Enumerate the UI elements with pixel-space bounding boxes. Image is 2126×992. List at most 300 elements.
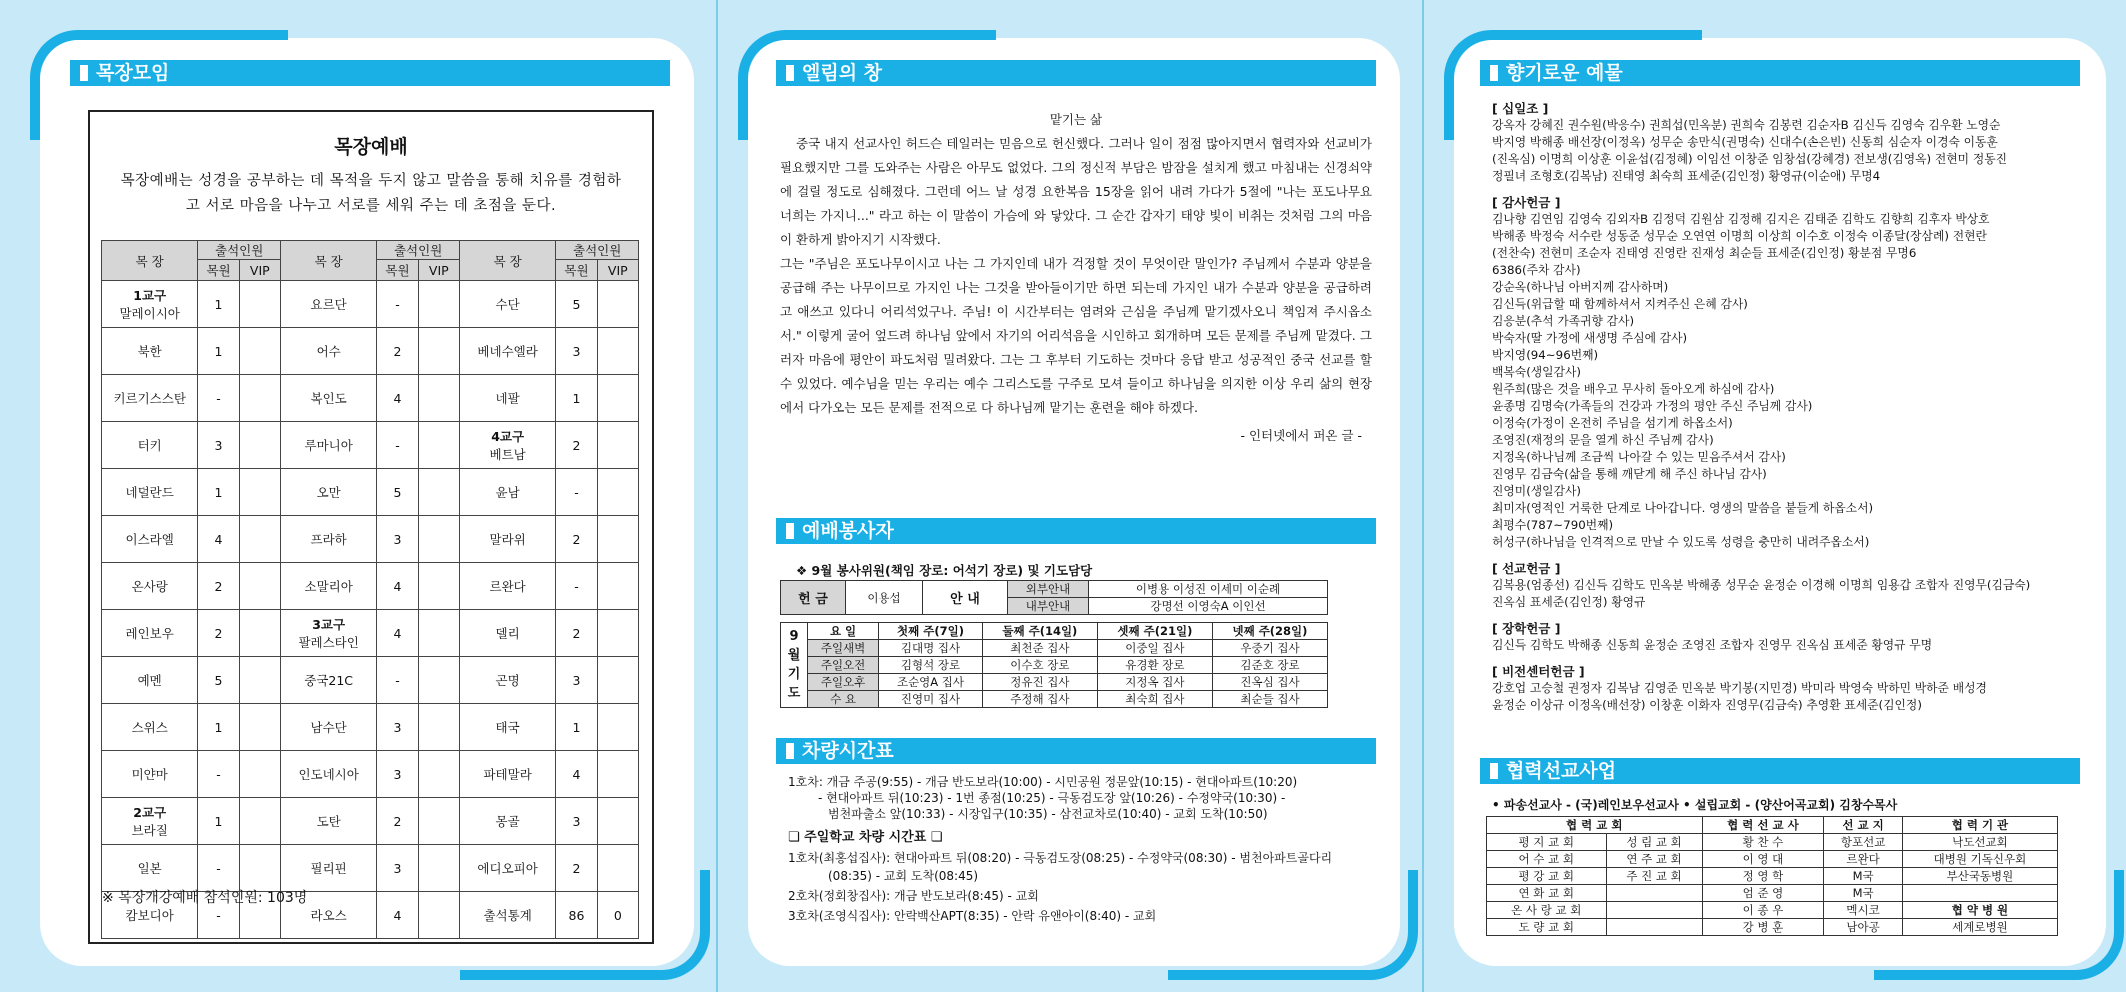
worship-intro: 목장예배는 성경을 공부하는 데 목적을 두지 않고 말씀을 통해 치유를 경험하고 서로 마음을 나누고 서로를 세워 주는 데 초점을 둔다. — [120, 173, 622, 214]
outer-label: 외부안내 — [1008, 581, 1089, 598]
member-count: 2 — [556, 845, 597, 892]
mission-cell: 낙도선교회 — [1902, 834, 2057, 851]
group-name: 일본 — [102, 845, 198, 892]
mission-cell: 정 영 학 — [1702, 868, 1824, 885]
prayer-person: 우중기 집사 — [1212, 640, 1327, 657]
group-name: 1교구 말레이시아 — [102, 281, 198, 328]
member-count: 1 — [198, 704, 239, 751]
member-count: - — [198, 892, 239, 939]
vip-count — [239, 610, 280, 657]
prayer-header: 둘째 주(14일) — [982, 623, 1097, 640]
decor-line — [138, 30, 288, 40]
member-count: 2 — [198, 563, 239, 610]
offering-line: 정필녀 조형호(김복남) 진태영 최숙희 표세준(김인정) 황영규(이순애) 무명4 — [1492, 169, 1881, 183]
table-row — [102, 281, 639, 328]
essay-paragraph: 중국 내지 선교사인 허드슨 테일러는 믿음으로 헌신했다. 그러나 일이 점점 많아지면서 협력자와 선교비가 필요했지만 그를 도와주는 사람은 아무도 없었다. 그의 정신적 부담은 밤잠을 설치게 했고 마침내는 신경쇠약에 걸릴 정도로 심해졌다. 그런데 어느 날 성경 요한복음 15장을 읽어 내려 가다가 5절에 "나는 포도나무요 너희는 가지니..." 라고 하는 이 말씀이 가슴에 와 닿았다. 그 순간 갑자기 태양 빛이 비취는 것처럼 그의 마음이 환하게 밝아지기 시작했다. — [780, 136, 1372, 247]
vip-count — [239, 469, 280, 516]
member-count: 1 — [198, 469, 239, 516]
header-member: 목원 — [198, 260, 239, 281]
vip-count — [239, 328, 280, 375]
group-name: 도탄 — [280, 798, 376, 845]
member-count: 4 — [377, 563, 418, 610]
essay-source: - 인터넷에서 퍼온 글 - — [1240, 428, 1362, 443]
offering-line: 김나향 김연임 김영숙 김외자B 김정덕 김원삼 김정해 김지은 김태준 김학도 김향희 김후자 박상호 — [1492, 212, 1990, 226]
vip-count — [239, 704, 280, 751]
vip-count — [418, 281, 459, 328]
group-name: 출석통계 — [459, 892, 555, 939]
header-vip: VIP — [418, 260, 459, 281]
member-count: 4 — [377, 375, 418, 422]
offering-line: 원주희(많은 것을 배우고 무사히 돌아오게 하심에 감사) — [1492, 382, 1775, 396]
section-title: 예배봉사자 — [802, 520, 894, 542]
header-member: 목원 — [556, 260, 597, 281]
prayer-person: 정유진 집사 — [982, 674, 1097, 691]
member-count: - — [198, 375, 239, 422]
member-count: 4 — [556, 751, 597, 798]
mission-cell: 항포선교 — [1824, 834, 1903, 851]
vip-count — [239, 751, 280, 798]
vip-count — [239, 281, 280, 328]
group-name: 곤명 — [459, 657, 555, 704]
header-attendance: 출석인원 — [556, 241, 639, 260]
offering-line: 강옥자 강혜진 권수원(박응수) 권희섭(민옥분) 권희숙 김봉련 김순자B 김신득 김영숙 김우환 노영순 — [1492, 118, 2001, 132]
group-name: 몽골 — [459, 798, 555, 845]
member-count: 5 — [198, 657, 239, 704]
group-name: 루마니아 — [280, 422, 376, 469]
bus-line: - 현대아파트 뒤(10:23) - 1번 종점(10:25) - 극동검도장 앞(10:26) - 수정약국(10:30) - — [818, 791, 1286, 805]
member-count: 5 — [556, 281, 597, 328]
prayer-person: 유경환 장로 — [1097, 657, 1212, 674]
mission-cell: 남아공 — [1824, 919, 1903, 936]
offering-line: (전찬숙) 전현미 조순자 진태영 진영란 진재성 최순들 표세준(김인정) 황분점 무명6 — [1492, 246, 1917, 260]
member-count: 1 — [198, 281, 239, 328]
group-name: 중국21C — [280, 657, 376, 704]
group-name: 남수단 — [280, 704, 376, 751]
vip-count — [418, 892, 459, 939]
table-row — [781, 691, 1328, 708]
prayer-person: 이수호 장로 — [982, 657, 1097, 674]
bullet-icon — [1490, 763, 1498, 779]
vip-count — [239, 375, 280, 422]
mission-cell: 세계로병원 — [1902, 919, 2057, 936]
bus-line: 3호차(조영식집사): 안락백산APT(8:35) - 안락 유앤아이(8:40) - 교회 — [788, 909, 1157, 923]
member-count: - — [556, 563, 597, 610]
group-name: 필리핀 — [280, 845, 376, 892]
mission-cell: 대병원 기독신우회 — [1902, 851, 2057, 868]
prayer-table — [780, 622, 1328, 708]
mission-cell: 성 림 교 회 — [1606, 834, 1702, 851]
prayer-person: 이중일 집사 — [1097, 640, 1212, 657]
section-title-bar — [1480, 60, 2080, 86]
member-count: 1 — [198, 328, 239, 375]
member-count: 4 — [377, 610, 418, 657]
offering-line: 허성구(하나님을 인격적으로 만날 수 있도록 성령을 충만히 내려주옵소서) — [1492, 535, 1870, 549]
panel-cell-worship — [0, 0, 716, 992]
group-name: 태국 — [459, 704, 555, 751]
mission-cell — [1606, 885, 1702, 902]
bullet-icon — [786, 65, 794, 81]
mission-cell: 평 강 교 회 — [1487, 868, 1607, 885]
header-name: 목 장 — [102, 241, 198, 281]
vip-count — [418, 704, 459, 751]
vip-count — [418, 610, 459, 657]
offering-line: 강호업 고승철 권정자 김복남 김영준 민옥분 박기봉(지민경) 박미라 박영숙 박하민 박하준 배성경 — [1492, 681, 1987, 695]
section-title-bar — [776, 738, 1376, 764]
vip-count — [239, 798, 280, 845]
mission-cell: M국 — [1824, 868, 1903, 885]
group-name: 수단 — [459, 281, 555, 328]
worship-title: 목장예배 — [334, 136, 408, 158]
vip-count — [418, 328, 459, 375]
offering-group-title: [ 선교헌금 ] — [1492, 561, 1561, 576]
offering-line: 백복숙(생일감사) — [1492, 365, 1581, 379]
member-count: 2 — [556, 610, 597, 657]
mission-cell: 평 지 교 회 — [1487, 834, 1607, 851]
decor-line — [846, 30, 996, 40]
table-row — [102, 469, 639, 516]
vip-count — [418, 375, 459, 422]
prayer-person: 진영미 집사 — [879, 691, 983, 708]
group-name: 터키 — [102, 422, 198, 469]
section-title-bar — [776, 518, 1376, 544]
bullet-icon — [786, 523, 794, 539]
section-title-bar — [70, 60, 670, 86]
offering-line: 김신득 김학도 박해종 신동희 윤정순 조영진 조합자 진영무 진옥심 표세준 황영규 무명 — [1492, 638, 1933, 652]
guide-label: 안 내 — [923, 581, 1008, 615]
vip-count — [239, 657, 280, 704]
vip-count — [597, 751, 638, 798]
vip-count — [597, 798, 638, 845]
offering-group-title: [ 감사헌금 ] — [1492, 195, 1561, 210]
group-name: 르완다 — [459, 563, 555, 610]
prayer-person: 지정옥 집사 — [1097, 674, 1212, 691]
mission-cell — [1902, 885, 2057, 902]
member-count: 3 — [377, 704, 418, 751]
member-count: 3 — [377, 845, 418, 892]
table-row — [781, 640, 1328, 657]
bus-line: 1호차(최홍섭집사): 현대아파트 뒤(08:20) - 극동검도장(08:25) - 수정약국(08:30) - 범천아파트골다리 — [788, 851, 1333, 865]
prayer-person: 김대명 집사 — [879, 640, 983, 657]
member-count: 2 — [377, 798, 418, 845]
offering-line: 이정숙(가정이 온전히 주님을 섬기게 하옵소서) — [1492, 416, 1733, 430]
vip-count — [418, 469, 459, 516]
member-count: 3 — [556, 328, 597, 375]
member-count: - — [377, 657, 418, 704]
member-count: 2 — [377, 328, 418, 375]
offering-line: 강순옥(하나님 아버지께 감사하며) — [1492, 280, 1669, 294]
mission-cell: 르완다 — [1824, 851, 1903, 868]
mission-table — [1486, 816, 2058, 936]
vip-count — [418, 798, 459, 845]
prayer-slot: 주일오전 — [808, 657, 879, 674]
prayer-person: 조순영A 집사 — [879, 674, 983, 691]
offering-line: 6386(주차 감사) — [1492, 263, 1581, 277]
header-attendance: 출석인원 — [377, 241, 460, 260]
group-name: 미얀마 — [102, 751, 198, 798]
group-name: 말라위 — [459, 516, 555, 563]
offering-line: 지정옥(하나님께 조금씩 나아갈 수 있는 믿음주셔서 감사) — [1492, 450, 1786, 464]
table-row — [102, 422, 639, 469]
offering-line: 박지영(94~96번째) — [1492, 348, 1599, 362]
bus-schedule — [788, 774, 1388, 924]
group-name: 에디오피아 — [459, 845, 555, 892]
group-name: 복인도 — [280, 375, 376, 422]
mission-header: 협 력 교 회 — [1487, 817, 1703, 834]
mission-cell: M국 — [1824, 885, 1903, 902]
mission-cell: 연 주 교 회 — [1606, 851, 1702, 868]
offering-group-title: [ 비전센터헌금 ] — [1492, 664, 1585, 679]
table-row — [1487, 868, 2058, 885]
service-table — [780, 580, 1328, 615]
prayer-slot: 주일오후 — [808, 674, 879, 691]
section-title: 엘림의 창 — [802, 62, 883, 84]
mission-cell: 도 량 교 회 — [1487, 919, 1607, 936]
bus-line: 2호차(정회창집사): 개금 반도보라(8:45) - 교회 — [788, 889, 1039, 903]
member-count: 2 — [556, 422, 597, 469]
essay-paragraph: 그는 "주님은 포도나무이시고 나는 그 가지인데 내가 걱정할 것이 무엇이란 말인가? 주님께서 수분과 양분을 공급해 주는 나무이므로 가지인 나는 그것을 받아들이기만 하면 되는데 가지인 내가 수분과 양분을 공급하려고 애쓰고 있다니 어리석었구나. 주님! 이 시간부터는 염려와 근심을 주님께 맡기겠사오니 책임져 주시옵소서." 이렇게 굴어 엎드려 하나님 앞에서 자기의 어리석음을 시인하고 회개하며 모든 문제를 주님께 맡겼다. 그러자 마음에 평안이 파도처럼 밀려왔다. 그는 그 후부터 기도하는 것마다 응답 받고 성공적인 중국 선교를 할 수 있었다. 예수님을 믿는 우리는 예수 그리스도를 구주로 모셔 들이고 하나님을 의지한 이상 우리 삶의 현장에서 다가오는 모든 문제를 전적으로 다 하나님께 맡기는 훈련을 해야 하겠다. — [780, 256, 1372, 415]
offering-line: 박지영 박해종 배선장(이정옥) 성무순 송만식(권명숙) 신대수(손은빈) 신동희 심순자 이경숙 이동훈 — [1492, 135, 1998, 149]
member-count: 1 — [556, 375, 597, 422]
vip-count — [597, 469, 638, 516]
offering-line: 최평수(787~790번째) — [1492, 518, 1614, 532]
group-name: 어수 — [280, 328, 376, 375]
mission-cell: 주 진 교 회 — [1606, 868, 1702, 885]
table-row — [781, 674, 1328, 691]
group-name: 인도네시아 — [280, 751, 376, 798]
group-name: 온사랑 — [102, 563, 198, 610]
offering-line: 박숙자(딸 가정에 새생명 주심에 감사) — [1492, 331, 1688, 345]
service-head: ❖ 9월 봉사위원(책임 장로: 어석기 장로) 및 기도담당 — [796, 563, 1093, 578]
bullet-icon — [786, 743, 794, 759]
prayer-label: 9 월 기 도 — [781, 623, 808, 708]
offering-group-title: [ 장학헌금 ] — [1492, 621, 1561, 636]
vip-count — [418, 516, 459, 563]
member-count: - — [198, 751, 239, 798]
member-count: 2 — [198, 610, 239, 657]
mission-cell: 연 화 교 회 — [1487, 885, 1607, 902]
group-name: 윤남 — [459, 469, 555, 516]
mission-cell: 강 병 훈 — [1702, 919, 1824, 936]
table-row — [102, 704, 639, 751]
offering-line: 윤정순 이상규 이정옥(배선장) 이창훈 이화자 진영무(김금숙) 추영환 표세준(김인정) — [1492, 698, 1922, 712]
group-name: 4교구 베트남 — [459, 422, 555, 469]
vip-count — [597, 422, 638, 469]
member-count: 4 — [377, 892, 418, 939]
member-count: 4 — [198, 516, 239, 563]
vip-count — [597, 516, 638, 563]
table-row — [102, 563, 639, 610]
mission-cell — [1606, 902, 1702, 919]
vip-count — [597, 563, 638, 610]
member-count: 3 — [377, 751, 418, 798]
panel-cell-offering — [1424, 0, 2126, 992]
group-name: 이스라엘 — [102, 516, 198, 563]
member-count: 3 — [377, 516, 418, 563]
vip-count: 0 — [597, 892, 638, 939]
prayer-header: 요 일 — [808, 623, 879, 640]
prayer-header: 넷째 주(28일) — [1212, 623, 1327, 640]
vip-count — [597, 845, 638, 892]
vip-count — [418, 422, 459, 469]
table-row — [102, 751, 639, 798]
table-row — [102, 657, 639, 704]
vip-count — [239, 422, 280, 469]
member-count: - — [377, 422, 418, 469]
prayer-person: 진옥심 집사 — [1212, 674, 1327, 691]
outer-names: 이병용 이성진 이세미 이순례 — [1089, 581, 1328, 598]
group-name: 오만 — [280, 469, 376, 516]
mission-header: 협 력 기 관 — [1902, 817, 2057, 834]
table-row — [1487, 834, 2058, 851]
table-row — [1487, 885, 2058, 902]
prayer-person: 최천준 집사 — [982, 640, 1097, 657]
prayer-person: 최숙희 집사 — [1097, 691, 1212, 708]
offering-line: 진영미(생일감사) — [1492, 484, 1581, 498]
member-count: 1 — [556, 704, 597, 751]
sunday-bus-head: ❏ 주일학교 차량 시간표 ❏ — [788, 830, 943, 845]
group-name: 프라하 — [280, 516, 376, 563]
group-name: 3교구 팔레스타인 — [280, 610, 376, 657]
header-attendance: 출석인원 — [198, 241, 281, 260]
member-count: 86 — [556, 892, 597, 939]
mission-cell: 멕시코 — [1824, 902, 1903, 919]
table-row — [102, 516, 639, 563]
mission-cell: 이 종 우 — [1702, 902, 1824, 919]
prayer-person: 주정해 집사 — [982, 691, 1097, 708]
attendance-table — [101, 240, 639, 939]
offering-groups — [1492, 100, 2092, 714]
group-name: 소말리아 — [280, 563, 376, 610]
prayer-person: 김형석 장로 — [879, 657, 983, 674]
vip-count — [239, 563, 280, 610]
mission-header: 선 교 지 — [1824, 817, 1903, 834]
offering-line: 김복용(엄종선) 김신득 김학도 민옥분 박해종 성무순 윤정순 이경해 이명희 임용갑 조합자 진영무(김금숙) — [1492, 578, 2031, 592]
bus-line: 범천파출소 앞(10:33) - 시장입구(10:35) - 삼전교차로(10:40) - 교회 도착(10:50) — [828, 807, 1268, 821]
offering-group-title: [ 십일조 ] — [1492, 101, 1549, 116]
header-name: 목 장 — [280, 241, 376, 281]
section-title: 향기로운 예물 — [1506, 62, 1623, 84]
section-title: 목장모임 — [96, 62, 170, 84]
offering-line: 윤종명 김명숙(가족들의 건강과 가정의 평안 주신 주님께 감사) — [1492, 399, 1813, 413]
prayer-person: 김준호 장로 — [1212, 657, 1327, 674]
vip-count — [597, 704, 638, 751]
offering-name: 이용섭 — [846, 581, 923, 615]
table-row — [1487, 919, 2058, 936]
group-name: 캄보디아 — [102, 892, 198, 939]
essay — [780, 108, 1372, 448]
table-row — [102, 328, 639, 375]
mission-cell — [1606, 919, 1702, 936]
vip-count — [239, 845, 280, 892]
vip-count — [597, 610, 638, 657]
offering-line: 김신득(위급할 때 함께하셔서 지켜주신 은혜 감사) — [1492, 297, 1748, 311]
vip-count — [597, 281, 638, 328]
bullet-icon — [1490, 65, 1498, 81]
table-row — [102, 845, 639, 892]
bus-line: (08:35) - 교회 도착(08:45) — [828, 869, 979, 883]
offering-line: (진옥심) 이명희 이상훈 이윤섭(김정혜) 이임선 이창준 임창섭(강혜경) 전보생(김영옥) 전현미 정동진 — [1492, 152, 2008, 166]
vip-count — [597, 328, 638, 375]
vip-count — [418, 563, 459, 610]
inner-names: 강명선 이영숙A 이인선 — [1089, 598, 1328, 615]
header-vip: VIP — [597, 260, 638, 281]
group-name: 네덜란드 — [102, 469, 198, 516]
group-name: 스위스 — [102, 704, 198, 751]
prayer-header: 셋째 주(21일) — [1097, 623, 1212, 640]
member-count: 2 — [556, 516, 597, 563]
section-title-bar — [776, 60, 1376, 86]
table-row — [102, 798, 639, 845]
member-count: - — [556, 469, 597, 516]
group-name: 레인보우 — [102, 610, 198, 657]
group-name: 북한 — [102, 328, 198, 375]
member-count: 3 — [556, 657, 597, 704]
prayer-header: 첫째 주(7일) — [879, 623, 983, 640]
section-title-bar — [1480, 758, 2080, 784]
table-row — [1487, 902, 2058, 919]
mission-line: • 파송선교사 - (국)레인보우선교사 • 설립교회 - (양산어곡교회) 김창수목사 — [1492, 798, 1898, 812]
offering-line: 김응분(추석 가족귀향 감사) — [1492, 314, 1635, 328]
vip-count — [597, 657, 638, 704]
group-name: 파테말라 — [459, 751, 555, 798]
table-row — [781, 657, 1328, 674]
member-count: 3 — [198, 422, 239, 469]
mission-cell: 황 찬 수 — [1702, 834, 1824, 851]
offering-line: 진옥심 표세준(김인정) 황영규 — [1492, 595, 1646, 609]
header-member: 목원 — [377, 260, 418, 281]
essay-title: 맡기는 삶 — [1049, 112, 1103, 127]
header-name: 목 장 — [459, 241, 555, 281]
vip-count — [597, 375, 638, 422]
vip-count — [418, 751, 459, 798]
vip-count — [239, 516, 280, 563]
prayer-person: 최순들 집사 — [1212, 691, 1327, 708]
member-count: 1 — [198, 798, 239, 845]
mission-cell: 엄 준 영 — [1702, 885, 1824, 902]
mission-cell: 협 약 병 원 — [1902, 902, 2057, 919]
bullet-icon — [80, 65, 88, 81]
prayer-slot: 주일새벽 — [808, 640, 879, 657]
bus-line: 1호차: 개금 주공(9:55) - 개금 반도보라(10:00) - 시민공원 정문앞(10:15) - 현대아파트(10:20) — [788, 775, 1298, 789]
vip-count — [418, 657, 459, 704]
offering-label: 헌 금 — [781, 581, 846, 615]
member-count: - — [377, 281, 418, 328]
mission-cell: 이 영 대 — [1702, 851, 1824, 868]
group-name: 2교구 브라질 — [102, 798, 198, 845]
group-name: 델리 — [459, 610, 555, 657]
section-title: 차량시간표 — [802, 740, 894, 762]
group-name: 요르단 — [280, 281, 376, 328]
member-count: 3 — [556, 798, 597, 845]
panel-cell-elim — [718, 0, 1422, 992]
offering-line: 박해종 박정숙 서수란 성동준 성무순 오연연 이명희 이상희 이수호 이정숙 이종달(장삼례) 전현란 — [1492, 229, 1987, 243]
group-name: 키르기스스탄 — [102, 375, 198, 422]
group-name: 네팔 — [459, 375, 555, 422]
attendance-note: ※ 목장개강예배 참석인원: 103명 — [102, 890, 308, 906]
offering-line: 진영무 김금숙(삶을 통해 깨닫게 해 주신 하나님 감사) — [1492, 467, 1767, 481]
table-row — [1487, 851, 2058, 868]
table-row — [102, 375, 639, 422]
table-row — [102, 610, 639, 657]
inner-label: 내부안내 — [1008, 598, 1089, 615]
mission-cell: 부산국동병원 — [1902, 868, 2057, 885]
group-name: 라오스 — [280, 892, 376, 939]
worship-box — [88, 110, 654, 944]
group-name: 베네수엘라 — [459, 328, 555, 375]
prayer-slot: 수 요 — [808, 691, 879, 708]
mission-cell: 온 사 랑 교 회 — [1487, 902, 1607, 919]
offering-line: 조영진(재정의 문을 열게 하신 주님께 감사) — [1492, 433, 1714, 447]
